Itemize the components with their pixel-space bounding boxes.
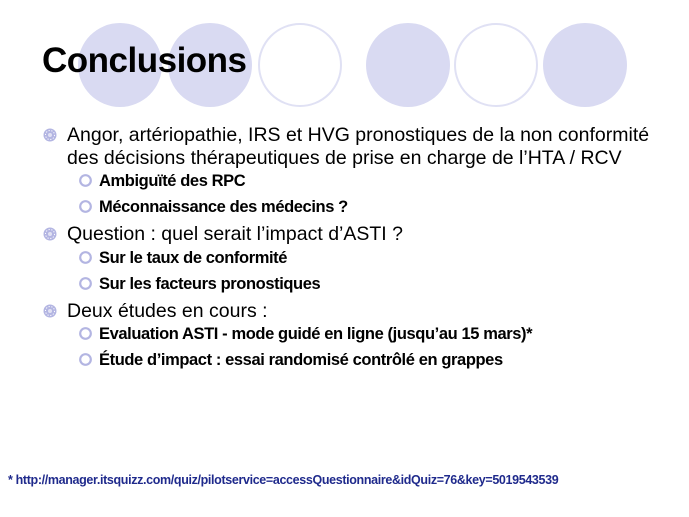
sub-bullet-text: Evaluation ASTI - mode guidé en ligne (jusqu’au 15 mars)*: [99, 325, 533, 343]
bullet-item: [40, 223, 670, 294]
bullet-item: [40, 300, 670, 371]
bullet-item: [40, 124, 670, 217]
ring-bullet-icon: [79, 277, 92, 290]
ring-bullet-icon: [79, 174, 92, 187]
sub-bullet-list: [67, 324, 670, 370]
sub-bullet-item: [40, 350, 670, 370]
slide-title: Conclusions: [42, 41, 247, 80]
decorative-circle: [366, 23, 450, 107]
sub-bullet-item: [40, 274, 670, 294]
sub-bullet-item: [40, 324, 670, 344]
ring-bullet-icon: [79, 200, 92, 213]
sub-bullet-text: Sur le taux de conformité: [99, 248, 288, 267]
dotted-disc-bullet-icon: [43, 227, 57, 241]
decorative-circle: [543, 23, 627, 107]
sub-bullet-item: [40, 248, 670, 268]
sub-bullet-item: [40, 171, 670, 191]
sub-bullet-text: Sur les facteurs pronostiques: [99, 274, 321, 293]
dotted-disc-bullet-icon: [43, 128, 57, 142]
ring-bullet-icon: [79, 251, 92, 264]
bullet-text: Question : quel serait l’impact d’ASTI ?: [67, 223, 403, 245]
sub-bullet-text: Ambiguïté des RPC: [99, 172, 246, 190]
footnote-link[interactable]: * http://manager.itsquizz.com/quiz/pilotservice=accessQuestionnaire&idQuiz=76&key=5019543539: [8, 473, 559, 487]
decorative-circle-outline: [258, 23, 342, 107]
sub-bullet-list: [67, 248, 670, 294]
bullet-list: [40, 124, 670, 376]
ring-bullet-icon: [79, 327, 92, 340]
sub-bullet-item: [40, 197, 670, 217]
bullet-text: Deux études en cours :: [67, 299, 268, 322]
bullet-text: Angor, artériopathie, IRS et HVG pronostiques de la non conformité des décisions thérapeutiques de prise en charge de l’HTA / RCV: [67, 124, 650, 169]
sub-bullet-list: [67, 171, 670, 217]
sub-bullet-text: Méconnaissance des médecins ?: [99, 198, 348, 216]
ring-bullet-icon: [79, 353, 92, 366]
sub-bullet-text: Étude d’impact : essai randomisé contrôlé en grappes: [99, 351, 503, 369]
decorative-circle-outline: [454, 23, 538, 107]
dotted-disc-bullet-icon: [43, 304, 57, 318]
